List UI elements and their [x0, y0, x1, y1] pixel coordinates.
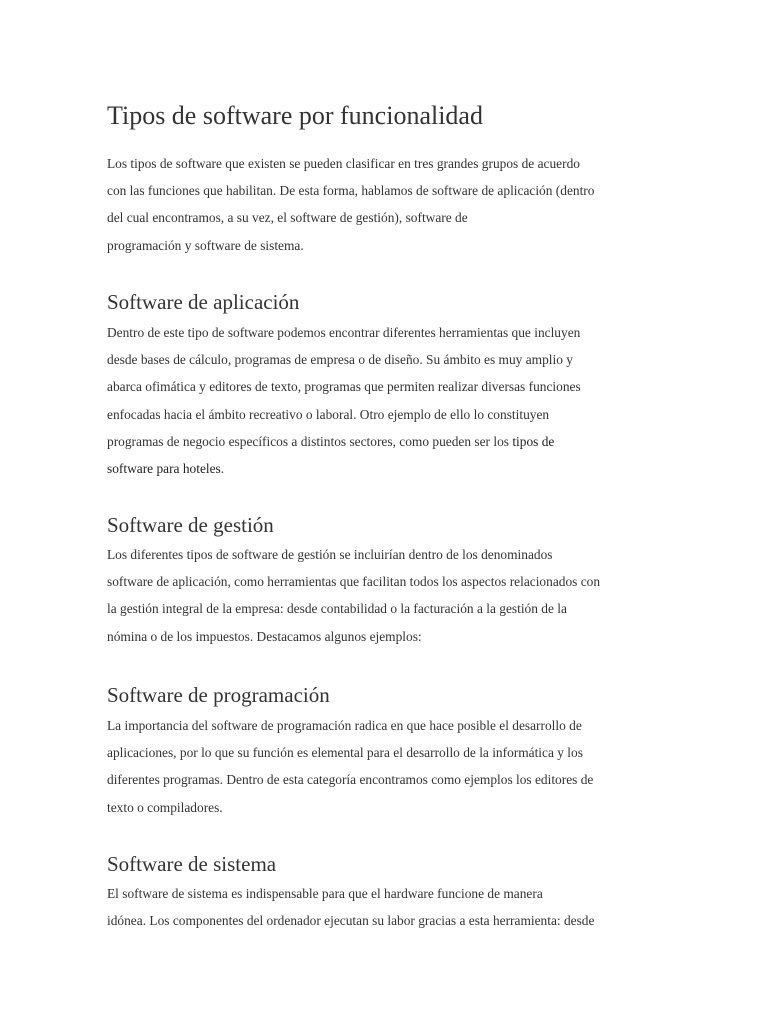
- paragraph-line: La importancia del software de programación radica en que hace posible el desarrollo de: [107, 718, 582, 733]
- page-title: Tipos de software por funcionalidad: [107, 101, 483, 130]
- paragraph-line: con las funciones que habilitan. De esta forma, hablamos de software de aplicación (dentro: [107, 183, 595, 199]
- paragraph-line: Los diferentes tipos de software de gestión se incluirían dentro de los denominados: [107, 547, 553, 562]
- paragraph-line: la gestión integral de la empresa: desde contabilidad o la facturación a la gestión de la: [107, 601, 567, 617]
- paragraph-line: [107, 455, 581, 482]
- paragraph-line: abarca ofimática y editores de texto, programas que permiten realizar diversas funciones: [107, 379, 581, 395]
- paragraph-line: software de aplicación, como herramientas que facilitan todos los aspectos relacionados con: [107, 574, 601, 590]
- paragraph-line: El software de sistema es indispensable para que el hardware funcione de manera: [107, 886, 543, 901]
- paragraph-text: .: [220, 460, 225, 476]
- section-paragraph-programacion: [107, 712, 593, 821]
- paragraph-line: desde bases de cálculo, programas de empresa o de diseño. Su ámbito es muy amplio y: [107, 352, 573, 368]
- intro-paragraph: [107, 150, 594, 259]
- paragraph-line: diferentes programas. Dentro de esta categoría encontramos como ejemplos los editores de: [107, 772, 594, 788]
- section-heading-gestion: Software de gestión: [107, 513, 274, 537]
- section-paragraph-gestion: [107, 541, 600, 650]
- section-heading-aplicacion: Software de aplicación: [107, 290, 300, 314]
- paragraph-line: nómina o de los impuestos. Destacamos algunos ejemplos:: [107, 628, 422, 644]
- paragraph-line: texto o compiladores.: [107, 799, 223, 815]
- paragraph-line: [107, 428, 581, 455]
- hotel-software-link-continued[interactable]: software para hoteles: [107, 460, 221, 476]
- section-paragraph-sistema: [107, 880, 594, 934]
- paragraph-line: aplicaciones, por lo que su función es elemental para el desarrollo de la informática y los: [107, 745, 583, 761]
- section-paragraph-aplicacion: [107, 319, 581, 482]
- paragraph-line: idónea. Los componentes del ordenador ejecutan su labor gracias a esta herramienta: desde: [107, 913, 595, 929]
- paragraph-line: programación y software de sistema.: [107, 237, 304, 253]
- paragraph-line: enfocadas hacia el ámbito recreativo o laboral. Otro ejemplo de ello lo constituyen: [107, 406, 550, 422]
- section-heading-sistema: Software de sistema: [107, 852, 277, 876]
- paragraph-line: del cual encontramos, a su vez, el software de gestión), software de: [107, 210, 468, 226]
- paragraph-line: Dentro de este tipo de software podemos encontrar diferentes herramientas que incluyen: [107, 325, 581, 340]
- hotel-software-link[interactable]: tipos de: [512, 433, 555, 449]
- section-heading-programacion: Software de programación: [107, 683, 330, 707]
- paragraph-text: programas de negocio específicos a distintos sectores, como pueden ser los: [107, 433, 513, 449]
- paragraph-line: Los tipos de software que existen se pueden clasificar en tres grandes grupos de acuerdo: [107, 156, 580, 171]
